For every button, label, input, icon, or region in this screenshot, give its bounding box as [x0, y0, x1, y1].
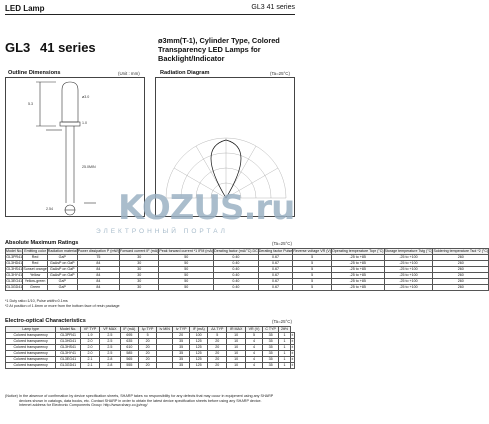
radiation-title: Radiation Diagram: [160, 70, 210, 76]
abs-max-cell: 50: [159, 255, 214, 261]
electro-cell: 125: [189, 363, 207, 369]
abs-max-cell: 0.67: [258, 279, 293, 285]
abs-max-cell: Sunset orange: [23, 267, 47, 271]
abs-max-cell: 0.67: [258, 267, 293, 273]
abs-max-cell: 30: [120, 255, 159, 261]
electro-cell: ±: [291, 345, 294, 349]
electro-cell: 125: [189, 351, 207, 357]
product-description: ø3mm(T-1), Cylinder Type, Colored Transparency LED Lamps for Backlight/Indicator: [158, 36, 280, 63]
abs-max-title: Absolute Maximum Ratings: [5, 240, 79, 246]
electro-cell: Colored transparency: [6, 357, 56, 363]
electro-header-cell: VF TYP: [80, 327, 99, 333]
electro-cell: 20: [139, 357, 157, 363]
dim-label: 2.54: [46, 207, 53, 211]
abs-max-cell: 50: [159, 261, 214, 267]
electro-cell: 695: [120, 333, 138, 339]
electro-cell: 1: [279, 357, 290, 363]
electro-cell: 20: [208, 339, 227, 345]
abs-max-cell: 50: [159, 273, 214, 279]
abs-max-cell: 30: [120, 279, 159, 285]
electro-cell: 2.0: [80, 351, 99, 357]
abs-max-header-cell: Emitting color: [24, 249, 46, 253]
watermark-subtitle: ЭЛЕКТРОННЫЙ ПОРТАЛ: [96, 228, 228, 235]
abs-max-cell: 0.40: [214, 267, 259, 273]
electro-header-cell: Model No.: [56, 327, 81, 333]
electro-cell: GL3HY41: [56, 351, 81, 357]
electro-cell: 635: [120, 339, 138, 345]
electro-cell: 4: [246, 339, 263, 345]
abs-max-temp: (Ta=25°C): [272, 241, 292, 246]
abs-max-cell: 5: [293, 273, 332, 279]
dim-label: 25.0MIN: [82, 165, 96, 169]
watermark-logo: KOZUS.ru: [118, 188, 295, 228]
abs-max-cell: 0.40: [214, 285, 259, 291]
abs-max-cell: 5: [293, 261, 332, 267]
abs-max-header-cell: Forward current IF (mA): [120, 249, 159, 253]
dim-label: 5.3: [28, 102, 33, 106]
dim-label: 1.0: [82, 121, 87, 125]
electro-cell: 1: [279, 345, 290, 351]
abs-max-cell: 50: [159, 279, 214, 285]
notice-line-2: devices shown in catalogs, data books, etc. Contact SHARP in order to obtain the latest device specification sheets before using any SHARP device.: [19, 398, 262, 403]
abs-max-header-row: [6, 249, 489, 255]
outline-unit: (Unit : mm): [118, 71, 140, 76]
electro-header-cell: IF (mA): [120, 327, 138, 333]
abs-max-cell: -25 to +85: [332, 279, 385, 285]
abs-max-cell: 75: [77, 255, 119, 261]
abs-max-cell: 84: [77, 285, 119, 291]
electro-cell: 1: [279, 333, 290, 339]
header-divider: [5, 14, 295, 15]
abs-max-cell: 260: [433, 279, 489, 285]
abs-max-header-cell: Power dissipation P (mW): [77, 249, 120, 253]
abs-max-cell: GL3PR41: [6, 255, 23, 259]
electro-cell: 20: [208, 345, 227, 351]
abs-max-cell: 84: [77, 273, 119, 279]
electro-cell: 35: [262, 345, 278, 351]
abs-max-cell: GaP: [47, 255, 77, 261]
abs-max-cell: GaAsP on GaP: [47, 267, 77, 273]
abs-max-header-cell: Derating factor Pulse: [258, 249, 293, 253]
abs-max-cell: 0.67: [258, 273, 293, 279]
abs-max-cell: Yellow: [23, 273, 47, 279]
abs-max-cell: 260: [433, 285, 489, 291]
electro-cell: 4: [246, 363, 263, 369]
abs-max-cell: Green: [23, 285, 47, 291]
abs-max-header-cell: Soldering temperature Tsol *2 (°C): [433, 249, 489, 253]
abs-max-cell: 5: [293, 279, 332, 285]
abs-max-cell: 260: [433, 255, 489, 261]
abs-max-cell: GaP: [47, 285, 77, 291]
abs-max-cell: -25 to +100: [384, 279, 433, 285]
electro-cell: 2.5: [100, 339, 120, 345]
electro-header-cell: VF MAX: [100, 327, 120, 333]
electro-cell: 1: [279, 339, 290, 345]
electro-cell: 1: [279, 351, 290, 357]
electro-title: Electro-optical Characteristics: [5, 318, 86, 324]
electro-cell: 10: [227, 357, 246, 363]
abs-max-cell: GaP: [47, 279, 77, 285]
electro-cell: 2.0: [80, 345, 99, 351]
abs-max-cell: 30: [120, 267, 159, 273]
electro-cell: 20: [139, 363, 157, 369]
abs-max-cell: 260: [433, 261, 489, 267]
electro-cell: 2.5: [100, 345, 120, 351]
electro-cell: 100: [189, 333, 207, 339]
electro-cell: 4: [246, 351, 263, 357]
abs-max-cell: GL3GD41: [6, 285, 23, 289]
electro-cell: 35: [262, 333, 278, 339]
abs-max-cell: 5: [293, 267, 332, 273]
abs-max-cell: 84: [77, 279, 119, 285]
notice-label: (Notice): [5, 394, 18, 398]
abs-max-notes: [5, 299, 295, 308]
electro-cell: 4: [246, 357, 263, 363]
outline-title: Outline Dimensions: [8, 70, 61, 76]
electro-cell: 125: [189, 345, 207, 351]
abs-max-cell: 0.67: [258, 261, 293, 267]
electro-cell: 5: [139, 333, 157, 339]
electro-header-cell: Lamp type: [6, 327, 56, 333]
electro-cell: 5: [246, 333, 263, 339]
electro-cell: 10: [227, 363, 246, 369]
abs-max-header-cell: Peak forward current *1 IFM (mA): [159, 249, 214, 253]
electro-cell: 10: [227, 351, 246, 357]
abs-max-cell: -25 to +85: [332, 267, 385, 273]
electro-cell: 2.8: [100, 357, 120, 363]
abs-max-cell: 0.40: [214, 255, 259, 261]
abs-max-cell: 30: [120, 273, 159, 279]
electro-cell: 125: [189, 357, 207, 363]
electro-cell: GL3GD41: [56, 363, 81, 369]
electro-cell: 35: [173, 357, 190, 363]
abs-max-cell: 0.67: [258, 285, 293, 291]
abs-max-header-cell: Operating temperature Topr (°C): [332, 249, 384, 253]
electro-cell: 125: [189, 339, 207, 345]
electro-cell: ±: [291, 351, 294, 355]
abs-max-cell: 30: [120, 285, 159, 291]
notice-line-3: Internet address for Electronic Components Group: http://www.sharp.co.jp/ecg/: [19, 403, 148, 408]
electro-cell: 35: [173, 345, 190, 351]
electro-cell: 1.9: [80, 333, 99, 339]
dim-label: ø3.0: [82, 95, 90, 99]
abs-max-cell: GL3EG41: [6, 279, 23, 283]
electro-cell: 610: [120, 345, 138, 351]
abs-max-cell: -25 to +85: [332, 255, 385, 261]
electro-header-cell: C TYP: [262, 327, 278, 333]
product-series: 41 series: [40, 40, 96, 55]
abs-max-cell: 260: [433, 273, 489, 279]
electro-cell: ±: [291, 339, 294, 343]
header-series-ref: GL3 41 series: [251, 4, 295, 11]
electro-temp: (Ta=25°C): [272, 319, 292, 324]
abs-max-cell: 50: [159, 285, 214, 291]
electro-cell: GL3HD41: [56, 339, 81, 345]
abs-max-cell: 260: [433, 267, 489, 273]
abs-max-cell: 0.40: [214, 261, 259, 267]
electro-cell: 35: [262, 357, 278, 363]
electro-cell: Colored transparency: [6, 345, 56, 351]
abs-max-cell: GL3HD41: [6, 261, 23, 265]
electro-cell: 2.0: [80, 339, 99, 345]
electro-cell: 35: [262, 339, 278, 345]
electro-cell: 5: [208, 333, 227, 339]
abs-max-cell: -25 to +100: [384, 261, 433, 267]
electro-cell: 20: [208, 351, 227, 357]
abs-max-cell: 50: [159, 267, 214, 273]
electro-cell: 2.1: [80, 357, 99, 363]
abs-max-cell: -25 to +100: [384, 285, 433, 291]
abs-max-cell: GaAsP on GaP: [47, 273, 77, 279]
electro-header-cell: VR (V): [246, 327, 263, 333]
abs-max-cell: -25 to +100: [384, 255, 433, 261]
electro-table: [5, 326, 295, 369]
abs-max-header-cell: Radiation material: [47, 249, 77, 253]
electro-header-cell: 2θ½: [279, 327, 290, 333]
abs-max-cell: -25 to +100: [384, 267, 433, 273]
electro-header-cell: IR MAX: [227, 327, 246, 333]
electro-header-cell: λp TYP: [139, 327, 157, 333]
abs-max-cell: Yellow-green: [24, 279, 46, 283]
footer-notice: [5, 394, 295, 408]
electro-cell: 35: [173, 339, 190, 345]
electro-cell: 1: [279, 363, 290, 369]
electro-cell: 35: [173, 363, 190, 369]
electro-header-cell: Iv TYP: [173, 327, 190, 333]
electro-cell: GL3EG41: [56, 357, 81, 363]
electro-cell: GL3PR41: [56, 333, 81, 339]
electro-header-cell: Iv MIN: [157, 327, 173, 333]
abs-max-cell: 5: [293, 285, 332, 291]
abs-max-cell: 30: [120, 261, 159, 267]
abs-max-header-cell: Storage temperature Tstg (°C): [384, 249, 433, 253]
electro-cell: 10: [227, 333, 246, 339]
electro-cell: ±: [291, 333, 294, 337]
electro-cell: 10: [227, 339, 246, 345]
abs-max-cell: 0.67: [258, 255, 293, 261]
electro-cell: 2.5: [100, 333, 120, 339]
electro-cell: 2.8: [100, 363, 120, 369]
abs-max-cell: GL3HS41: [6, 267, 23, 271]
electro-cell: Colored transparency: [6, 351, 56, 357]
header-title: LED Lamp: [5, 4, 45, 13]
abs-max-note-1: *1 Duty ratio=1/10, Pulse width=0.1ms: [5, 299, 68, 303]
abs-max-header-cell: Reverse voltage VR (V): [293, 249, 331, 253]
abs-max-cell: -25 to +85: [332, 285, 385, 291]
abs-max-cell: 5: [293, 255, 332, 261]
product-model: GL3: [5, 40, 31, 55]
electro-header-cell: Δλ TYP: [208, 327, 227, 333]
electro-cell: 20: [139, 339, 157, 345]
electro-cell: 20: [139, 351, 157, 357]
abs-max-cell: 0.40: [214, 279, 259, 285]
abs-max-cell: -25 to +100: [384, 273, 433, 279]
abs-max-cell: -25 to +85: [332, 261, 385, 267]
abs-max-header-cell: Model No.: [6, 249, 23, 253]
electro-cell: 20: [208, 363, 227, 369]
electro-cell: 4: [246, 345, 263, 351]
electro-cell: 585: [120, 351, 138, 357]
radiation-temp: (Ta=25°C): [270, 71, 290, 76]
electro-cell: 555: [120, 363, 138, 369]
electro-cell: 35: [173, 351, 190, 357]
abs-max-cell: 84: [77, 267, 119, 273]
abs-max-cell: Red: [23, 261, 47, 267]
abs-max-cell: -25 to +85: [332, 273, 385, 279]
abs-max-cell: GL3HY41: [6, 273, 23, 277]
abs-max-table: [5, 248, 489, 291]
electro-cell: Colored transparency: [6, 363, 56, 369]
electro-cell: 10: [227, 345, 246, 351]
abs-max-cell: Red: [23, 255, 47, 261]
notice-line-1: In the absence of confirmation by device specification sheets, SHARP takes no responsibility for any defects that may occur in equipment using any SHARP: [18, 394, 274, 398]
abs-max-note-2: *2 At position of 1.6mm or more from the bottom face of resin package: [5, 303, 120, 308]
electro-cell: 2.1: [80, 363, 99, 369]
electro-cell: Colored transparency: [6, 339, 56, 345]
abs-max-cell: GaAsP on GaP: [47, 261, 77, 267]
electro-header-cell: IF (mA): [189, 327, 207, 333]
electro-cell: 20: [208, 357, 227, 363]
electro-cell: 2.5: [100, 351, 120, 357]
electro-cell: ±: [291, 363, 294, 367]
electro-cell: 565: [120, 357, 138, 363]
electro-cell: 20: [139, 345, 157, 351]
electro-cell: [157, 363, 173, 369]
electro-cell: Colored transparency: [6, 333, 56, 339]
abs-max-row: [6, 285, 489, 291]
electro-cell: 20: [173, 333, 190, 339]
electro-cell: 35: [262, 351, 278, 357]
electro-cell: GL3HS41: [56, 345, 81, 351]
abs-max-header-cell: Derating factor (mA/°C) DC: [214, 249, 258, 253]
electro-cell: 35: [262, 363, 278, 369]
electro-cell: ±: [291, 357, 294, 361]
abs-max-cell: 84: [77, 261, 119, 267]
abs-max-cell: 0.40: [214, 273, 259, 279]
electro-row: [6, 363, 295, 369]
